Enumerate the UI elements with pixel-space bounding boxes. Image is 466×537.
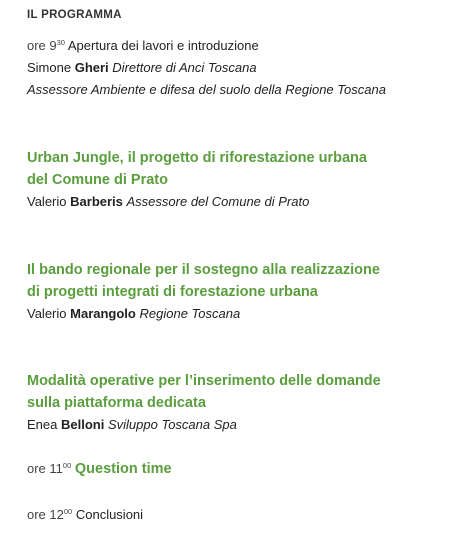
question-time-time <box>27 461 71 476</box>
conclusions-time-minutes: 00 <box>63 507 73 516</box>
opening-time <box>27 38 65 53</box>
opening-title: Apertura dei lavori e introduzione <box>67 38 259 53</box>
talk-3-speaker <box>27 416 237 434</box>
talk-1-title-line-2: del Comune di Prato <box>27 172 168 188</box>
conclusions-time-hour: ore 12 <box>27 507 64 522</box>
opening-time-hour: ore 9 <box>27 38 57 53</box>
talk-2-title-line-1: Il bando regionale per il sostegno alla realizzazione <box>27 262 380 278</box>
opening-speaker-role-2: Assessore Ambiente e difesa del suolo della Regione Toscana <box>27 82 386 97</box>
talk-3-speaker-first: Enea <box>27 417 58 432</box>
talk-3-title-line-1: Modalità operative per l’inserimento delle domande <box>27 373 381 389</box>
talk-3-speaker-last: Belloni <box>61 417 105 432</box>
question-time-minutes: 00 <box>62 461 72 470</box>
talk-3-speaker-role: Sviluppo Toscana Spa <box>107 417 237 432</box>
talk-1-speaker-first: Valerio <box>27 194 67 209</box>
talk-1-speaker-role: Assessore del Comune di Prato <box>126 194 310 209</box>
program-heading: IL PROGRAMMA <box>27 9 122 21</box>
talk-1-title-line-1: Urban Jungle, il progetto di riforestazione urbana <box>27 150 367 166</box>
opening-speaker-last: Gheri <box>74 60 109 75</box>
talk-2-speaker-first: Valerio <box>27 306 67 321</box>
question-time-title: Question time <box>74 461 172 477</box>
talk-1-speaker-last: Barberis <box>70 194 123 209</box>
talk-3-title-line-2: sulla piattaforma dedicata <box>27 395 206 411</box>
talk-2-speaker-last: Marangolo <box>70 306 136 321</box>
talk-1-speaker <box>27 193 309 211</box>
talk-2-title-line-2: di progetti integrati di forestazione urbana <box>27 284 318 300</box>
question-time-hour: ore 11 <box>27 461 63 476</box>
opening-speaker-role: Direttore di Anci Toscana <box>112 60 257 75</box>
opening-row <box>27 37 259 55</box>
opening-speaker-first: Simone <box>27 60 72 75</box>
conclusions-time <box>27 507 72 522</box>
conclusions-title: Conclusioni <box>75 507 144 522</box>
conclusions-row <box>27 506 143 524</box>
talk-2-speaker-role: Regione Toscana <box>139 306 241 321</box>
talk-2-speaker <box>27 305 240 323</box>
question-time-row <box>27 460 172 478</box>
opening-time-minutes: 30 <box>56 38 65 47</box>
opening-speaker <box>27 59 257 77</box>
